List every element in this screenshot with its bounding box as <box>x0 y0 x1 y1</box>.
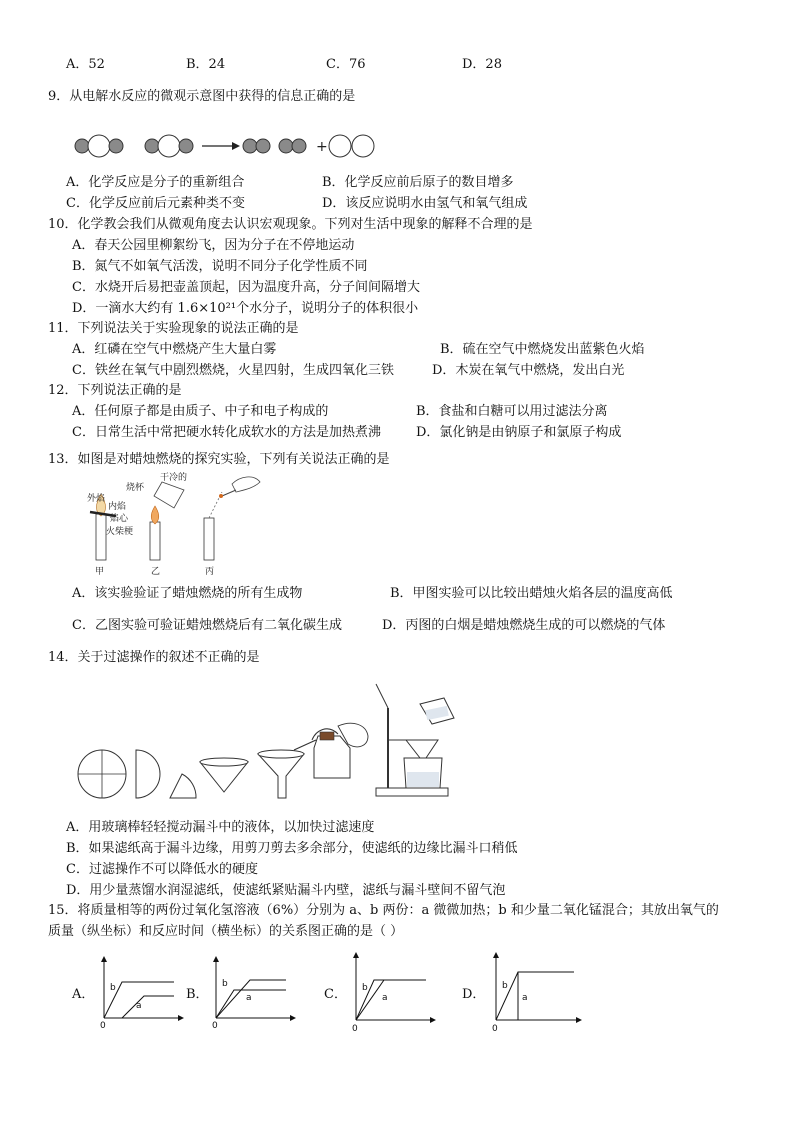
q11-option-d: D．木炭在氧气中燃烧，发出白光 <box>432 363 625 378</box>
svg-text:外焰: 外焰 <box>87 494 106 504</box>
q8-option-a: A．52 <box>66 57 105 72</box>
q15-graph-c <box>348 952 432 1032</box>
svg-text:a: a <box>136 1001 142 1011</box>
q9-option-c: C．化学反应前后元素种类不变 <box>66 196 245 211</box>
q9-option-d: D．该反应说明水由氢气和氧气组成 <box>322 196 528 211</box>
q9-stem: 9．从电解水反应的微观示意图中获得的信息正确的是 <box>48 89 356 104</box>
q15-graph-label-d: D． <box>462 987 486 1002</box>
svg-text:焰心: 焰心 <box>110 514 129 524</box>
q15-graph-label-a: A． <box>72 987 95 1002</box>
q9-option-a: A．化学反应是分子的重新组合 <box>66 175 245 190</box>
svg-text:0: 0 <box>492 1024 498 1034</box>
svg-text:b: b <box>222 979 228 989</box>
q11-option-c: C．铁丝在氧气中剧烈燃烧，火星四射，生成四氧化三铁 <box>72 363 394 378</box>
q8-option-d: D．28 <box>462 57 502 72</box>
svg-text:干冷的: 干冷的 <box>160 473 188 483</box>
svg-text:烧杯: 烧杯 <box>126 483 145 493</box>
q14-option-b: B．如果滤纸高于漏斗边缘，用剪刀剪去多余部分，使滤纸的边缘比漏斗口稍低 <box>66 841 518 856</box>
q14-option-d: D．用少量蒸馏水润湿滤纸，使滤纸紧贴漏斗内壁，滤纸与漏斗壁间不留气泡 <box>66 883 506 898</box>
q14-option-a: A．用玻璃棒轻轻搅动漏斗中的液体，以加快过滤速度 <box>66 820 375 835</box>
electrolysis-molecule-diagram <box>70 130 390 162</box>
q10-option-a: A．春天公园里柳絮纷飞，因为分子在不停地运动 <box>72 238 355 253</box>
filtration-figure <box>76 678 466 804</box>
svg-text:a: a <box>382 993 388 1003</box>
q12-stem: 12．下列说法正确的是 <box>48 383 182 398</box>
q15-graph-label-c: C． <box>324 987 347 1002</box>
q10-option-c: C．水烧开后易把壶盖顶起，因为温度升高，分子间间隔增大 <box>72 280 420 295</box>
svg-text:0: 0 <box>100 1021 106 1031</box>
q15-graph-d <box>488 952 582 1032</box>
q13-option-c: C．乙图实验可验证蜡烛燃烧后有二氧化碳生成 <box>72 618 342 633</box>
plus-sign: + <box>316 139 328 155</box>
q12-option-d: D．氯化钠是由钠原子和氯原子构成 <box>416 425 622 440</box>
q8-option-b: B．24 <box>186 57 226 72</box>
q9-option-b: B．化学反应前后原子的数目增多 <box>322 175 514 190</box>
q13-option-a: A．该实验验证了蜡烛燃烧的所有生成物 <box>72 586 303 601</box>
q10-option-b: B．氮气不如氧气活泼，说明不同分子化学性质不同 <box>72 259 368 274</box>
svg-text:乙: 乙 <box>151 567 161 577</box>
candle-experiment-figure <box>82 474 282 578</box>
q13-option-b: B．甲图实验可以比较出蜡烛火焰各层的温度高低 <box>390 586 673 601</box>
svg-text:0: 0 <box>352 1024 358 1034</box>
svg-text:b: b <box>362 983 368 993</box>
q10-option-d: D．一滴水大约有 1.6×10²¹个水分子，说明分子的体积很小 <box>72 301 419 316</box>
q12-option-c: C．日常生活中常把硬水转化成软水的方法是加热煮沸 <box>72 425 381 440</box>
q11-stem: 11．下列说法关于实验现象的说法正确的是 <box>48 321 299 336</box>
svg-text:b: b <box>110 983 116 993</box>
q12-option-b: B．食盐和白糖可以用过滤法分离 <box>416 404 608 419</box>
q13-stem: 13．如图是对蜡烛燃烧的探究实验，下列有关说法正确的是 <box>48 452 390 467</box>
svg-text:火柴梗: 火柴梗 <box>106 527 134 537</box>
q15-graph-b <box>208 956 292 1031</box>
q10-stem: 10．化学教会我们从微观角度去认识宏观现象。下列对生活中现象的解释不合理的是 <box>48 217 533 232</box>
q15-graph-label-b: B． <box>186 987 209 1002</box>
q13-option-d: D．丙图的白烟是蜡烛燃烧生成的可以燃烧的气体 <box>382 618 666 633</box>
q11-option-b: B．硫在空气中燃烧发出蓝紫色火焰 <box>440 342 645 357</box>
q15-graph-a <box>96 956 180 1031</box>
q15-stem-line1: 15．将质量相等的两份过氧化氢溶液（6%）分别为 a、b 两份：a 微微加热；b 和少量二氧化锰混合；其放出氧气的 <box>48 903 719 918</box>
svg-text:内焰: 内焰 <box>108 502 127 512</box>
q14-option-c: C．过滤操作不可以降低水的硬度 <box>66 862 258 877</box>
q8-option-c: C．76 <box>326 57 366 72</box>
svg-text:b: b <box>502 981 508 991</box>
q11-option-a: A．红磷在空气中燃烧产生大量白雾 <box>72 342 277 357</box>
q15-stem-line2: 质量（纵坐标）和反应时间（横坐标）的关系图正确的是（ ） <box>48 924 404 939</box>
svg-text:a: a <box>246 993 252 1003</box>
svg-text:丙: 丙 <box>205 567 215 577</box>
svg-text:0: 0 <box>212 1021 218 1031</box>
svg-text:a: a <box>522 993 528 1003</box>
q12-option-a: A．任何原子都是由质子、中子和电子构成的 <box>72 404 329 419</box>
q14-stem: 14．关于过滤操作的叙述不正确的是 <box>48 650 260 665</box>
svg-text:甲: 甲 <box>95 567 105 577</box>
